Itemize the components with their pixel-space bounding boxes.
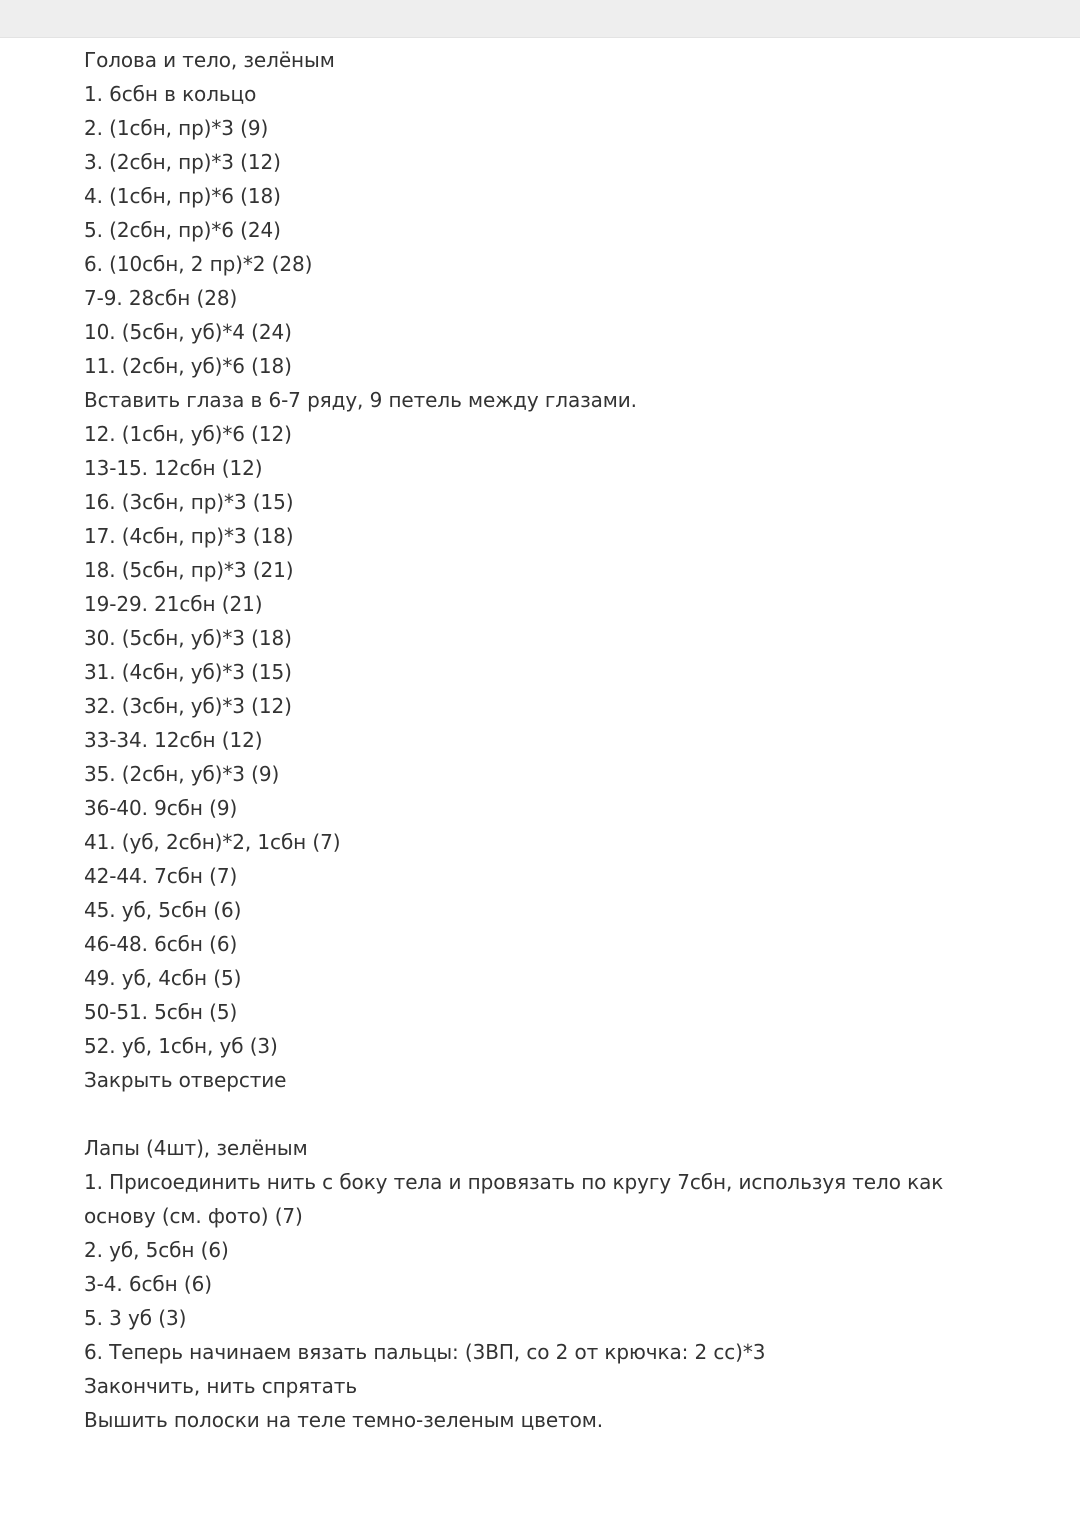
pattern-document [84,43,1014,1437]
section-heading-body: Голова и тело, зелёным [84,48,335,72]
pattern-note: Вышить полоски на теле темно-зеленым цветом. [84,1408,604,1432]
section-gap [84,1097,1014,1131]
pattern-row: 11. (2сбн, уб)*6 (18) [84,354,292,378]
pattern-row: 45. уб, 5сбн (6) [84,898,242,922]
pattern-row: 6. (10сбн, 2 пр)*2 (28) [84,252,313,276]
pattern-row: 5. (2сбн, пр)*6 (24) [84,218,281,242]
pattern-row: 3-4. 6сбн (6) [84,1272,212,1296]
pattern-row: 17. (4сбн, пр)*3 (18) [84,524,294,548]
pattern-row: 2. уб, 5сбн (6) [84,1238,229,1262]
pattern-row: 32. (3сбн, уб)*3 (12) [84,694,292,718]
pattern-row: 19-29. 21сбн (21) [84,592,263,616]
pattern-row: 46-48. 6сбн (6) [84,932,238,956]
pattern-row: 36-40. 9сбн (9) [84,796,238,820]
pattern-row: 30. (5сбн, уб)*3 (18) [84,626,292,650]
pattern-row: 7-9. 28сбн (28) [84,286,238,310]
pattern-row: 1. 6сбн в кольцо [84,82,257,106]
pattern-row: 13-15. 12сбн (12) [84,456,263,480]
pattern-row: 52. уб, 1сбн, уб (3) [84,1034,278,1058]
pattern-row: 4. (1сбн, пр)*6 (18) [84,184,281,208]
pattern-row: 10. (5сбн, уб)*4 (24) [84,320,292,344]
pattern-row: 1. Присоединить нить с боку тела и провязать по кругу 7сбн, используя тело как [84,1170,944,1194]
pattern-row: 42-44. 7сбн (7) [84,864,238,888]
cropped-edge-divider [0,37,1080,38]
cropped-top-strip [0,0,1080,38]
pattern-row: 33-34. 12сбн (12) [84,728,263,752]
pattern-row: 6. Теперь начинаем вязать пальцы: (3ВП, со 2 от крючка: 2 сс)*3 [84,1340,766,1364]
pattern-row: 16. (3сбн, пр)*3 (15) [84,490,294,514]
body-rows-list [84,77,1014,1097]
pattern-row: 18. (5сбн, пр)*3 (21) [84,558,294,582]
pattern-note: Закончить, нить спрятать [84,1374,358,1398]
pattern-note: Закрыть отверстие [84,1068,287,1092]
pattern-row: 2. (1сбн, пр)*3 (9) [84,116,269,140]
pattern-row: 31. (4сбн, уб)*3 (15) [84,660,292,684]
pattern-row: 3. (2сбн, пр)*3 (12) [84,150,281,174]
pattern-row: 49. уб, 4сбн (5) [84,966,242,990]
pattern-row-continuation: основу (см. фото) (7) [84,1204,303,1228]
pattern-row: 50-51. 5сбн (5) [84,1000,238,1024]
pattern-row: 12. (1сбн, уб)*6 (12) [84,422,292,446]
section-heading-legs: Лапы (4шт), зелёным [84,1136,308,1160]
pattern-row: 41. (уб, 2сбн)*2, 1сбн (7) [84,830,341,854]
pattern-row: 5. 3 уб (3) [84,1306,187,1330]
pattern-row: 35. (2сбн, уб)*3 (9) [84,762,280,786]
pattern-note: Вставить глаза в 6-7 ряду, 9 петель между глазами. [84,388,637,412]
legs-rows-list [84,1165,1014,1437]
